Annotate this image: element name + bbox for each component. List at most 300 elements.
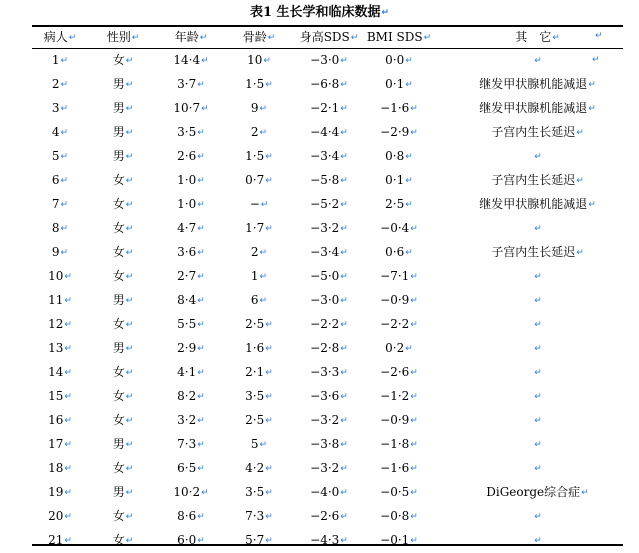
cell-value: 女 bbox=[112, 365, 125, 379]
cell-sex bbox=[88, 241, 158, 265]
paragraph-mark-icon: ↵ bbox=[64, 368, 72, 378]
cell-value: 3·5 bbox=[245, 485, 265, 499]
cell-patient bbox=[32, 97, 88, 121]
header-label: 年龄 bbox=[174, 30, 199, 44]
cell-height-sds bbox=[294, 169, 364, 193]
cell-bmi-sds bbox=[364, 481, 434, 505]
cell-value: 0·0 bbox=[385, 53, 405, 67]
cell-value: 21 bbox=[48, 533, 64, 547]
table-title bbox=[0, 4, 639, 22]
cell-value: 7·3 bbox=[245, 509, 265, 523]
paragraph-mark-icon: ↵ bbox=[381, 8, 390, 18]
paragraph-mark-icon: ↵ bbox=[534, 296, 542, 306]
cell-other bbox=[434, 481, 623, 505]
paragraph-mark-icon: ↵ bbox=[125, 128, 134, 138]
paragraph-mark-icon: ↵ bbox=[60, 176, 69, 186]
cell-patient bbox=[32, 121, 88, 145]
paragraph-mark-icon: ↵ bbox=[125, 248, 134, 258]
paragraph-mark-icon: ↵ bbox=[410, 296, 418, 306]
cell-height-sds bbox=[294, 97, 364, 121]
cell-value: −3·2 bbox=[310, 413, 340, 427]
paragraph-mark-icon: ↵ bbox=[265, 80, 273, 90]
cell-sex bbox=[88, 385, 158, 409]
paragraph-mark-icon: ↵ bbox=[576, 248, 584, 258]
cell-value: 2 bbox=[250, 245, 259, 259]
table-row bbox=[32, 241, 623, 265]
cell-sex bbox=[88, 73, 158, 97]
cell-value: 1·7 bbox=[245, 221, 265, 235]
cell-patient bbox=[32, 385, 88, 409]
cell-value: 女 bbox=[112, 461, 125, 475]
paragraph-mark-icon: ↵ bbox=[265, 416, 273, 426]
header-bone-age bbox=[224, 26, 294, 49]
cell-other bbox=[434, 241, 623, 265]
cell-value: 2 bbox=[250, 125, 259, 139]
cell-age bbox=[158, 529, 224, 553]
cell-bmi-sds bbox=[364, 385, 434, 409]
paragraph-mark-icon: ↵ bbox=[125, 56, 134, 66]
cell-patient bbox=[32, 313, 88, 337]
paragraph-mark-icon: ↵ bbox=[423, 33, 432, 43]
cell-sex bbox=[88, 121, 158, 145]
cell-other bbox=[434, 433, 623, 457]
paragraph-mark-icon: ↵ bbox=[340, 128, 348, 138]
cell-value: 7 bbox=[51, 197, 60, 211]
cell-value: −0·9 bbox=[380, 413, 410, 427]
paragraph-mark-icon: ↵ bbox=[410, 464, 418, 474]
paragraph-mark-icon: ↵ bbox=[410, 536, 418, 546]
cell-value: −3·6 bbox=[310, 389, 340, 403]
cell-patient bbox=[32, 409, 88, 433]
paragraph-mark-icon: ↵ bbox=[410, 368, 418, 378]
paragraph-mark-icon: ↵ bbox=[592, 55, 600, 65]
cell-patient bbox=[32, 265, 88, 289]
cell-height-sds bbox=[294, 409, 364, 433]
paragraph-mark-icon: ↵ bbox=[340, 176, 348, 186]
paragraph-mark-icon: ↵ bbox=[125, 296, 134, 306]
paragraph-mark-icon: ↵ bbox=[64, 344, 72, 354]
cell-value: 14·4 bbox=[173, 53, 201, 67]
paragraph-mark-icon: ↵ bbox=[405, 152, 413, 162]
paragraph-mark-icon: ↵ bbox=[259, 128, 268, 138]
table-row bbox=[32, 529, 623, 553]
cell-value: 女 bbox=[112, 221, 125, 235]
paragraph-mark-icon: ↵ bbox=[197, 152, 205, 162]
cell-value: 12 bbox=[48, 317, 64, 331]
cell-other bbox=[434, 337, 623, 361]
cell-value: 6 bbox=[51, 173, 60, 187]
cell-value: −1·8 bbox=[380, 437, 410, 451]
cell-bone-age bbox=[224, 121, 294, 145]
header-label: 其 它 bbox=[515, 30, 552, 44]
cell-value: 2·1 bbox=[245, 365, 265, 379]
paragraph-mark-icon: ↵ bbox=[405, 56, 413, 66]
cell-other bbox=[434, 169, 623, 193]
cell-value: −2·6 bbox=[310, 509, 340, 523]
cell-value: 1·5 bbox=[245, 77, 265, 91]
cell-sex bbox=[88, 409, 158, 433]
table-row bbox=[32, 121, 623, 145]
cell-value: 女 bbox=[112, 269, 125, 283]
cell-value: 5 bbox=[51, 149, 60, 163]
paragraph-mark-icon: ↵ bbox=[534, 512, 542, 522]
cell-sex bbox=[88, 457, 158, 481]
cell-sex bbox=[88, 97, 158, 121]
cell-value: 11 bbox=[48, 293, 64, 307]
cell-age bbox=[158, 385, 224, 409]
header-sex bbox=[88, 26, 158, 49]
cell-height-sds bbox=[294, 337, 364, 361]
cell-bone-age bbox=[224, 529, 294, 553]
cell-other bbox=[434, 361, 623, 385]
cell-age bbox=[158, 169, 224, 193]
cell-value: 19 bbox=[48, 485, 64, 499]
table-row bbox=[32, 409, 623, 433]
cell-value: 6·5 bbox=[177, 461, 197, 475]
cell-value: 3·2 bbox=[177, 413, 197, 427]
cell-bone-age bbox=[224, 289, 294, 313]
cell-bmi-sds bbox=[364, 457, 434, 481]
cell-value: 3·6 bbox=[177, 245, 197, 259]
cell-value: −6·8 bbox=[310, 77, 340, 91]
cell-sex bbox=[88, 337, 158, 361]
paragraph-mark-icon: ↵ bbox=[197, 272, 205, 282]
paragraph-mark-icon: ↵ bbox=[125, 272, 134, 282]
paragraph-mark-icon: ↵ bbox=[534, 392, 542, 402]
cell-bmi-sds bbox=[364, 529, 434, 553]
paragraph-mark-icon: ↵ bbox=[125, 176, 134, 186]
cell-sex bbox=[88, 265, 158, 289]
cell-value: 4 bbox=[51, 125, 60, 139]
cell-age bbox=[158, 241, 224, 265]
table-row bbox=[32, 193, 623, 217]
cell-value: −0·9 bbox=[380, 293, 410, 307]
cell-bmi-sds bbox=[364, 121, 434, 145]
cell-bmi-sds bbox=[364, 313, 434, 337]
paragraph-mark-icon: ↵ bbox=[60, 224, 69, 234]
paragraph-mark-icon: ↵ bbox=[125, 368, 134, 378]
cell-bmi-sds bbox=[364, 289, 434, 313]
cell-bmi-sds bbox=[364, 433, 434, 457]
cell-sex bbox=[88, 433, 158, 457]
cell-other bbox=[434, 145, 623, 169]
cell-patient bbox=[32, 49, 88, 73]
paragraph-mark-icon: ↵ bbox=[265, 320, 273, 330]
cell-bmi-sds bbox=[364, 505, 434, 529]
cell-other bbox=[434, 505, 623, 529]
table-row bbox=[32, 289, 623, 313]
cell-value: 10·7 bbox=[173, 101, 201, 115]
paragraph-mark-icon: ↵ bbox=[60, 200, 69, 210]
paragraph-mark-icon: ↵ bbox=[197, 344, 205, 354]
cell-bone-age bbox=[224, 457, 294, 481]
paragraph-mark-icon: ↵ bbox=[265, 488, 273, 498]
cell-value: −7·1 bbox=[380, 269, 410, 283]
cell-bone-age bbox=[224, 193, 294, 217]
cell-bmi-sds bbox=[364, 217, 434, 241]
cell-value: −3·0 bbox=[310, 293, 340, 307]
cell-value: −3·2 bbox=[310, 461, 340, 475]
table-row bbox=[32, 97, 623, 121]
cell-value: DiGeorge综合症 bbox=[486, 485, 581, 499]
paragraph-mark-icon: ↵ bbox=[197, 416, 205, 426]
paragraph-mark-icon: ↵ bbox=[534, 464, 542, 474]
cell-age bbox=[158, 481, 224, 505]
cell-bone-age bbox=[224, 481, 294, 505]
cell-patient bbox=[32, 481, 88, 505]
cell-bone-age bbox=[224, 409, 294, 433]
paragraph-mark-icon: ↵ bbox=[340, 200, 348, 210]
cell-value: 2·7 bbox=[177, 269, 197, 283]
cell-height-sds bbox=[294, 145, 364, 169]
paragraph-mark-icon: ↵ bbox=[340, 512, 348, 522]
paragraph-mark-icon: ↵ bbox=[201, 56, 209, 66]
cell-bone-age bbox=[224, 385, 294, 409]
table-body bbox=[32, 49, 623, 553]
cell-patient bbox=[32, 433, 88, 457]
paragraph-mark-icon: ↵ bbox=[534, 440, 542, 450]
cell-value: 3·7 bbox=[177, 77, 197, 91]
cell-value: −1·6 bbox=[380, 101, 410, 115]
cell-other bbox=[434, 73, 623, 97]
cell-sex bbox=[88, 289, 158, 313]
paragraph-mark-icon: ↵ bbox=[201, 488, 209, 498]
cell-other bbox=[434, 217, 623, 241]
paragraph-mark-icon: ↵ bbox=[410, 224, 418, 234]
cell-value: 女 bbox=[112, 533, 125, 547]
paragraph-mark-icon: ↵ bbox=[340, 368, 348, 378]
header-label: 性别 bbox=[106, 30, 131, 44]
paragraph-mark-icon: ↵ bbox=[340, 104, 348, 114]
paragraph-mark-icon: ↵ bbox=[534, 224, 542, 234]
paragraph-mark-icon: ↵ bbox=[410, 512, 418, 522]
paragraph-mark-icon: ↵ bbox=[534, 320, 542, 330]
cell-patient bbox=[32, 361, 88, 385]
cell-value: 1·5 bbox=[245, 149, 265, 163]
cell-value: 8·2 bbox=[177, 389, 197, 403]
cell-patient bbox=[32, 289, 88, 313]
paragraph-mark-icon: ↵ bbox=[588, 104, 596, 114]
cell-patient bbox=[32, 145, 88, 169]
table-row bbox=[32, 49, 623, 73]
cell-value: 女 bbox=[112, 389, 125, 403]
cell-value: 3·5 bbox=[177, 125, 197, 139]
paragraph-mark-icon: ↵ bbox=[588, 200, 596, 210]
cell-value: 1·0 bbox=[177, 197, 197, 211]
cell-value: 17 bbox=[48, 437, 64, 451]
cell-value: 0·2 bbox=[385, 341, 405, 355]
paragraph-mark-icon: ↵ bbox=[64, 320, 72, 330]
cell-bone-age bbox=[224, 241, 294, 265]
paragraph-mark-icon: ↵ bbox=[267, 33, 276, 43]
cell-value: 4·2 bbox=[245, 461, 265, 475]
paragraph-mark-icon: ↵ bbox=[64, 536, 72, 546]
cell-age bbox=[158, 73, 224, 97]
cell-value: 4·7 bbox=[177, 221, 197, 235]
cell-other bbox=[434, 289, 623, 313]
cell-value: −0·5 bbox=[380, 485, 410, 499]
cell-sex bbox=[88, 481, 158, 505]
cell-value: −2·9 bbox=[380, 125, 410, 139]
paragraph-mark-icon: ↵ bbox=[410, 128, 418, 138]
table-row bbox=[32, 481, 623, 505]
paragraph-mark-icon: ↵ bbox=[405, 248, 413, 258]
cell-age bbox=[158, 433, 224, 457]
cell-value: 6 bbox=[250, 293, 259, 307]
paragraph-mark-icon: ↵ bbox=[197, 248, 205, 258]
paragraph-mark-icon: ↵ bbox=[64, 440, 72, 450]
cell-bmi-sds bbox=[364, 193, 434, 217]
cell-bmi-sds bbox=[364, 361, 434, 385]
cell-value: −5·2 bbox=[310, 197, 340, 211]
cell-value: 1·6 bbox=[245, 341, 265, 355]
cell-value: 9 bbox=[250, 101, 259, 115]
cell-value: 2 bbox=[51, 77, 60, 91]
cell-value: −3·0 bbox=[310, 53, 340, 67]
paragraph-mark-icon: ↵ bbox=[60, 128, 69, 138]
cell-value: −2·2 bbox=[310, 317, 340, 331]
cell-value: 1 bbox=[250, 269, 259, 283]
cell-bone-age bbox=[224, 145, 294, 169]
paragraph-mark-icon: ↵ bbox=[64, 392, 72, 402]
cell-height-sds bbox=[294, 313, 364, 337]
cell-value: 0·1 bbox=[385, 77, 405, 91]
cell-age bbox=[158, 313, 224, 337]
cell-other bbox=[434, 193, 623, 217]
cell-value: 女 bbox=[112, 509, 125, 523]
cell-bone-age bbox=[224, 505, 294, 529]
cell-age bbox=[158, 337, 224, 361]
paragraph-mark-icon: ↵ bbox=[340, 344, 348, 354]
cell-height-sds bbox=[294, 481, 364, 505]
paragraph-mark-icon: ↵ bbox=[125, 440, 134, 450]
table-row bbox=[32, 265, 623, 289]
cell-value: 2·5 bbox=[385, 197, 405, 211]
paragraph-mark-icon: ↵ bbox=[125, 224, 134, 234]
cell-value: 男 bbox=[112, 77, 125, 91]
paragraph-mark-icon: ↵ bbox=[259, 248, 268, 258]
cell-value: 2·5 bbox=[245, 317, 265, 331]
cell-bone-age bbox=[224, 97, 294, 121]
paragraph-mark-icon: ↵ bbox=[405, 344, 413, 354]
paragraph-mark-icon: ↵ bbox=[199, 33, 208, 43]
table-title-text: 表1 生长学和临床数据 bbox=[249, 5, 381, 20]
paragraph-mark-icon: ↵ bbox=[405, 176, 413, 186]
header-height-sds bbox=[294, 26, 364, 49]
paragraph-mark-icon: ↵ bbox=[340, 224, 348, 234]
paragraph-mark-icon: ↵ bbox=[340, 80, 348, 90]
paragraph-mark-icon: ↵ bbox=[197, 512, 205, 522]
paragraph-mark-icon: ↵ bbox=[64, 488, 72, 498]
cell-value: −3·4 bbox=[310, 245, 340, 259]
paragraph-mark-icon: ↵ bbox=[410, 272, 418, 282]
paragraph-mark-icon: ↵ bbox=[410, 320, 418, 330]
cell-patient bbox=[32, 73, 88, 97]
paragraph-mark-icon: ↵ bbox=[340, 320, 348, 330]
table-row bbox=[32, 169, 623, 193]
paragraph-mark-icon: ↵ bbox=[125, 80, 134, 90]
paragraph-mark-icon: ↵ bbox=[60, 152, 69, 162]
cell-bmi-sds bbox=[364, 49, 434, 73]
paragraph-mark-icon: ↵ bbox=[265, 536, 273, 546]
cell-value: −4·4 bbox=[310, 125, 340, 139]
cell-bmi-sds bbox=[364, 337, 434, 361]
cell-value: 0·1 bbox=[385, 173, 405, 187]
paragraph-mark-icon: ↵ bbox=[265, 176, 273, 186]
cell-patient bbox=[32, 193, 88, 217]
cell-value: 0·7 bbox=[245, 173, 265, 187]
cell-value: 女 bbox=[112, 53, 125, 67]
cell-value: 13 bbox=[48, 341, 64, 355]
paragraph-mark-icon: ↵ bbox=[534, 344, 542, 354]
paragraph-mark-icon: ↵ bbox=[197, 128, 205, 138]
paragraph-mark-icon: ↵ bbox=[350, 33, 359, 43]
paragraph-mark-icon: ↵ bbox=[340, 536, 348, 546]
cell-sex bbox=[88, 145, 158, 169]
cell-sex bbox=[88, 313, 158, 337]
paragraph-mark-icon: ↵ bbox=[340, 296, 348, 306]
cell-patient bbox=[32, 529, 88, 553]
cell-height-sds bbox=[294, 49, 364, 73]
cell-value: 6·0 bbox=[177, 533, 197, 547]
cell-value: 0·8 bbox=[385, 149, 405, 163]
paragraph-mark-icon: ↵ bbox=[259, 440, 268, 450]
cell-height-sds bbox=[294, 457, 364, 481]
paragraph-mark-icon: ↵ bbox=[125, 416, 134, 426]
paragraph-mark-icon: ↵ bbox=[125, 392, 134, 402]
cell-age bbox=[158, 457, 224, 481]
cell-value: 男 bbox=[112, 149, 125, 163]
header-bmi-sds bbox=[364, 26, 434, 49]
paragraph-mark-icon: ↵ bbox=[265, 464, 273, 474]
cell-age bbox=[158, 193, 224, 217]
cell-other bbox=[434, 385, 623, 409]
cell-bmi-sds bbox=[364, 241, 434, 265]
cell-sex bbox=[88, 49, 158, 73]
cell-value: 2·9 bbox=[177, 341, 197, 355]
cell-bmi-sds bbox=[364, 169, 434, 193]
cell-height-sds bbox=[294, 121, 364, 145]
cell-bone-age bbox=[224, 217, 294, 241]
cell-bmi-sds bbox=[364, 73, 434, 97]
cell-value: 5 bbox=[250, 437, 259, 451]
paragraph-mark-icon: ↵ bbox=[410, 488, 418, 498]
cell-bone-age bbox=[224, 361, 294, 385]
paragraph-mark-icon: ↵ bbox=[340, 464, 348, 474]
cell-sex bbox=[88, 361, 158, 385]
paragraph-mark-icon: ↵ bbox=[576, 128, 584, 138]
paragraph-mark-icon: ↵ bbox=[410, 104, 418, 114]
paragraph-mark-icon: ↵ bbox=[64, 464, 72, 474]
cell-value: 20 bbox=[48, 509, 64, 523]
paragraph-mark-icon: ↵ bbox=[340, 272, 348, 282]
cell-height-sds bbox=[294, 529, 364, 553]
cell-height-sds bbox=[294, 385, 364, 409]
cell-value: 男 bbox=[112, 485, 125, 499]
paragraph-mark-icon: ↵ bbox=[340, 152, 348, 162]
header-age bbox=[158, 26, 224, 49]
paragraph-mark-icon: ↵ bbox=[64, 272, 72, 282]
cell-value: 18 bbox=[48, 461, 64, 475]
paragraph-mark-icon: ↵ bbox=[410, 416, 418, 426]
cell-value: −0·4 bbox=[380, 221, 410, 235]
cell-value: −2·1 bbox=[310, 101, 340, 115]
cell-value: 3 bbox=[51, 101, 60, 115]
cell-value: 子宫内生长延迟 bbox=[491, 125, 576, 139]
cell-value: 4·1 bbox=[177, 365, 197, 379]
cell-bmi-sds bbox=[364, 97, 434, 121]
cell-age bbox=[158, 121, 224, 145]
